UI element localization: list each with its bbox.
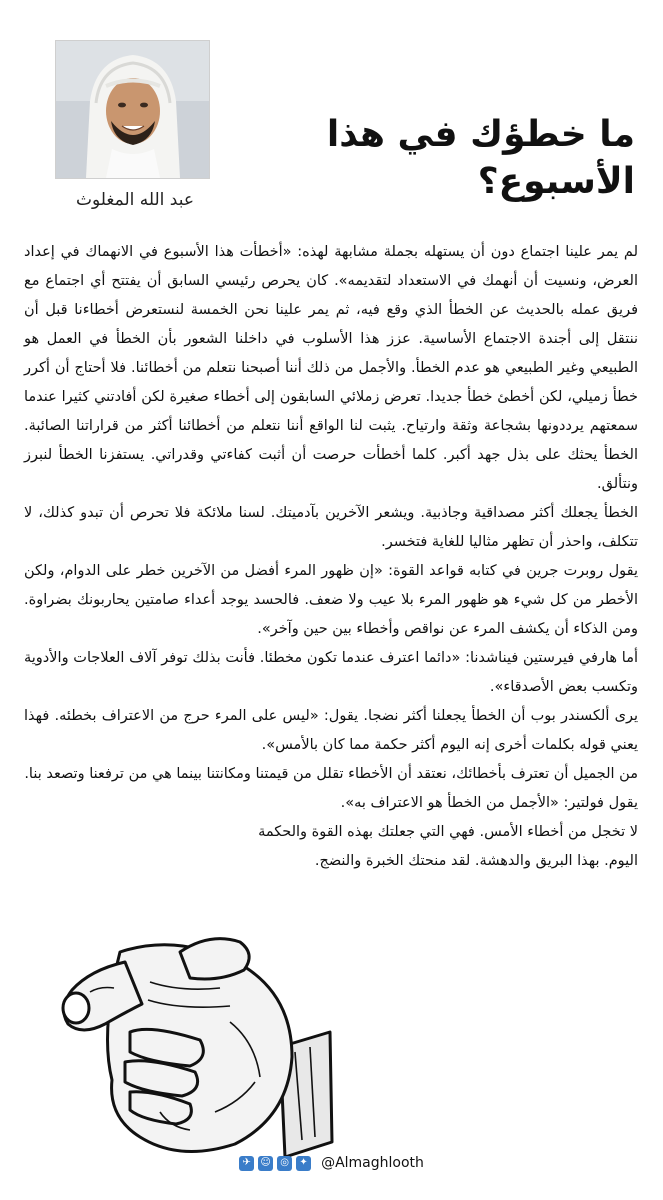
snapchat-icon[interactable]: ☺ — [258, 1156, 273, 1171]
article-title: ما خطؤك في هذا الأسبوع؟ — [326, 114, 635, 202]
twitter-icon[interactable]: ✦ — [296, 1156, 311, 1171]
paragraph: يقول روبرت جرين في كتابه قواعد القوة: «إن ظهور المرء أفضل من الآخرين خطر على الدوام، ولكن الأخطر من كل شيء هو ظهور المرء بلا عيب ولا ضعف. فالحسد يوجد أعداء صامتين يحاربونك بضراوة. ومن الذكاء أن يكشف المرء عن نواقص وأخطاء بين حين وآخر». — [24, 563, 638, 637]
instagram-icon[interactable]: ◎ — [277, 1156, 292, 1171]
paragraph: يرى ألكسندر بوب أن الخطأ يجعلنا أكثر نضجا. يقول: «ليس على المرء حرج من الاعتراف بخطئه. فهذا يعني قوله بكلمات أخرى إنه اليوم أكثر حكمة مما كان بالأمس». — [24, 708, 638, 753]
paragraph: من الجميل أن تعترف بأخطائك، نعتقد أن الأخطاء تقلل من قيمتنا ومكانتنا بينما هي من ترفعنا وتصعد بنا. — [24, 766, 638, 782]
paragraph: أما هارفي فيرستين فيناشدنا: «دائما اعترف عندما تكون مخطئا. فأنت بذلك توفر آلاف العلاجات والأدوية وتكسب بعض الأصدقاء». — [24, 650, 638, 695]
paragraph: لا تخجل من أخطاء الأمس. فهي التي جعلتك بهذه القوة والحكمة اليوم. بهذا البريق والدهشة. لقد منحتك الخبرة والنضج. — [258, 824, 638, 869]
paragraph: الخطأ يجعلك أكثر مصداقية وجاذبية. ويشعر الآخرين بآدميتك. لسنا ملائكة فلا تحرص أن تبدو كذلك، لا تتكلف، واحذر أن تظهر مثاليا للغاية فتخسر. — [24, 505, 638, 550]
paragraph: يقول فولتير: «الأجمل من الخطأ هو الاعتراف به». — [340, 795, 638, 811]
footer — [0, 1148, 663, 1178]
paragraph: لم يمر علينا اجتماع دون أن يستهله بجملة مشابهة لهذه: «أخطأت هذا الأسبوع في الانهماك في إعداد العرض، ونسيت أن أنهمك في الاستعداد لتقديمه». كان يحرص رئيسي السابق أن يفتتح أي اجتماع مع فريق عمله بالحديث عن الخطأ الذي وقع فيه، ثم يمر علينا نحن الخمسة لنستعرض أخطاءنا قبل أن ننتقل إلى أجندة الاجتماع الأساسية. عزز هذا الأسلوب في داخلنا الشعور بأن الخطأ في العمل هو الطبيعي وغير الطبيعي هو عدم الخطأ. والأجمل من ذلك أننا أصبحنا نتعلم من أخطائنا. فلا أحتاج أن أكرر خطأ زميلي، لكن أخطئ خطأ جديدا. تعرض زملائي السابقون إلى أخطاء صغيرة لكن أفادتني كثيرا عندما سمعتهم يرددونها بشجاعة وثقة وارتياح. يثبت لنا الواقع أننا نتعلم من أخطائنا أكثر من قراراتنا الصائبة. الخطأ يحثك على بذل جهد أكبر. كلما أخطأت حرصت أن أثبت كفاءتي وقدراتي. يستفزنا الخطأ لنبرز ونتألق. — [24, 244, 638, 492]
article-body — [24, 238, 638, 876]
author-photo — [55, 40, 210, 179]
pointing-hand-illustration — [30, 912, 335, 1162]
author-name: عبد الله المغلوث — [76, 190, 194, 210]
twitter-handle[interactable]: @Almaghlooth — [321, 1155, 424, 1171]
telegram-icon[interactable]: ✈ — [239, 1156, 254, 1171]
